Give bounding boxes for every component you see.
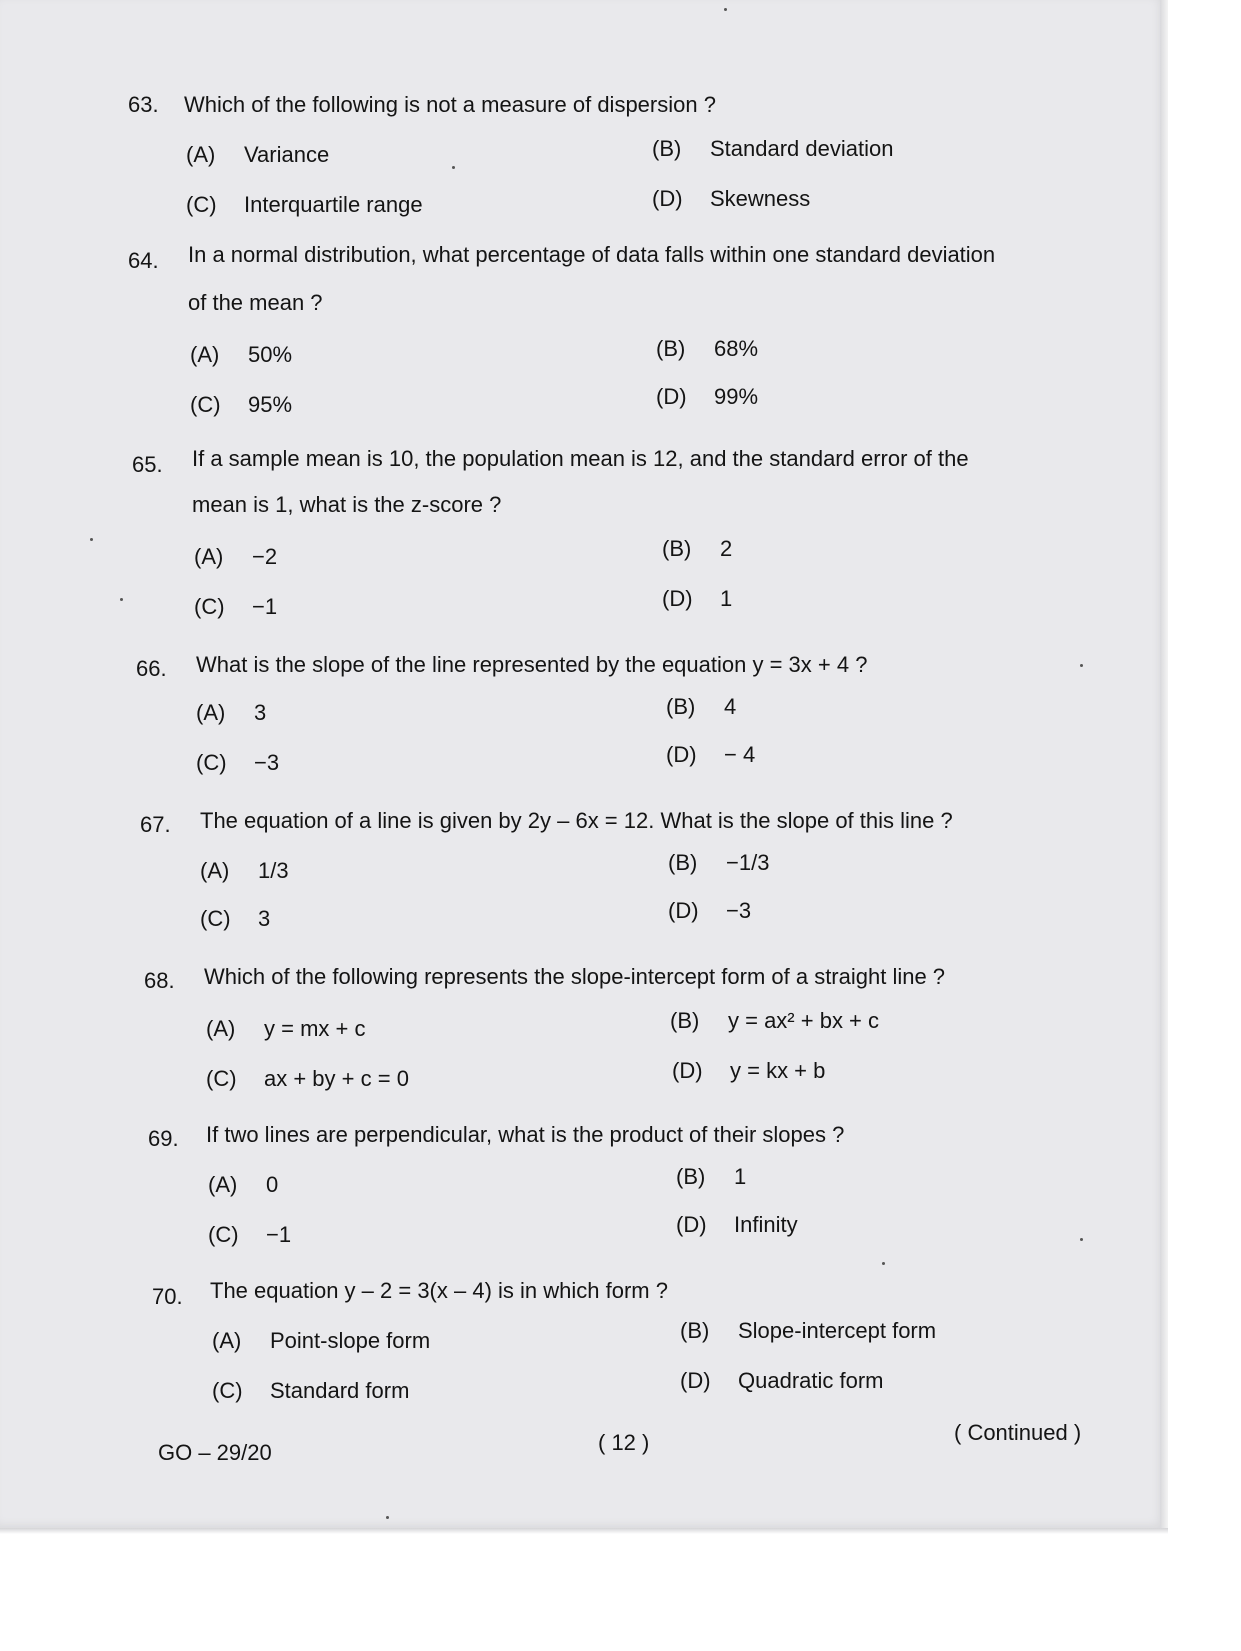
option-letter: (B) [662, 536, 692, 561]
option-letter: (D) [656, 384, 687, 409]
option-d [662, 586, 732, 612]
option-letter: (C) [186, 192, 217, 217]
option-a [200, 858, 289, 884]
option-text: 3 [258, 906, 271, 931]
option-letter: (A) [194, 544, 224, 569]
option-c [208, 1222, 291, 1248]
option-a [206, 1016, 365, 1042]
option-letter: (B) [666, 694, 696, 719]
option-text: −3 [254, 750, 280, 775]
option-text: y = kx + b [730, 1058, 826, 1083]
question-text: Which of the following is not a measure of dispersion ? [184, 92, 716, 117]
option-c [212, 1378, 409, 1404]
option-letter: (B) [656, 336, 686, 361]
question-text: What is the slope of the line represented by the equation y = 3x + 4 ? [196, 652, 868, 677]
option-letter: (C) [190, 392, 221, 417]
question-text: The equation of a line is given by 2y – 6x = 12. What is the slope of this line ? [200, 808, 953, 833]
option-letter: (C) [212, 1378, 243, 1403]
question-text: In a normal distribution, what percentage of data falls within one standard deviation [188, 242, 996, 267]
scan-speck [724, 8, 727, 11]
option-text: Skewness [710, 186, 811, 211]
option-a [194, 544, 277, 570]
option-letter: (C) [206, 1066, 237, 1091]
question-text: The equation y – 2 = 3(x – 4) is in which form ? [210, 1278, 668, 1303]
option-letter: (B) [680, 1318, 710, 1343]
option-letter: (A) [190, 342, 220, 367]
option-b [680, 1318, 936, 1344]
scan-speck [386, 1516, 389, 1519]
option-d [680, 1368, 884, 1394]
option-text: −2 [252, 544, 278, 569]
option-letter: (B) [670, 1008, 700, 1033]
option-text: 1 [734, 1164, 747, 1189]
option-letter: (D) [666, 742, 697, 767]
scan-speck [120, 598, 123, 601]
option-text: 1 [720, 586, 733, 611]
option-letter: (A) [196, 700, 226, 725]
option-letter: (D) [662, 586, 693, 611]
option-text: 95% [248, 392, 293, 417]
option-a [208, 1172, 278, 1198]
question-number: 68. [144, 968, 175, 993]
option-c [194, 594, 277, 620]
option-letter: (D) [672, 1058, 703, 1083]
option-letter: (C) [208, 1222, 239, 1247]
question-number: 67. [140, 812, 171, 837]
question-text: If two lines are perpendicular, what is the product of their slopes ? [206, 1122, 845, 1147]
page-number: ( 12 ) [598, 1430, 650, 1455]
option-text: Standard form [270, 1378, 410, 1403]
option-letter: (C) [196, 750, 227, 775]
scan-speck [90, 538, 93, 541]
option-text: −1/3 [726, 850, 770, 875]
page-bottom-edge [0, 1528, 1168, 1534]
exam-code: GO – 29/20 [158, 1440, 272, 1465]
option-text: Infinity [734, 1212, 798, 1237]
question-text-continued: mean is 1, what is the z-score ? [192, 492, 502, 517]
option-letter: (A) [208, 1172, 238, 1197]
option-text: − 4 [724, 742, 756, 767]
option-text: Interquartile range [244, 192, 423, 217]
option-letter: (D) [676, 1212, 707, 1237]
option-d [676, 1212, 798, 1238]
option-b [676, 1164, 746, 1190]
option-letter: (A) [200, 858, 230, 883]
option-text: 50% [248, 342, 293, 367]
option-b [662, 536, 732, 562]
option-text: −1 [266, 1222, 292, 1247]
option-letter: (C) [200, 906, 231, 931]
option-b [656, 336, 758, 362]
option-text: 1/3 [258, 858, 289, 883]
option-d [652, 186, 810, 212]
question-text: If a sample mean is 10, the population mean is 12, and the standard error of the [192, 446, 969, 471]
option-text: y = mx + c [264, 1016, 366, 1041]
option-text: 2 [720, 536, 733, 561]
option-letter: (A) [186, 142, 216, 167]
question-number: 69. [148, 1126, 179, 1151]
option-text: y = ax² + bx + c [728, 1008, 880, 1033]
scan-speck [1080, 1238, 1083, 1241]
question-text-continued: of the mean ? [188, 290, 323, 315]
question-number: 63. [128, 92, 159, 117]
option-text: 3 [254, 700, 267, 725]
option-d [666, 742, 755, 768]
option-a [186, 142, 329, 168]
option-a [212, 1328, 430, 1354]
continued-label: ( Continued ) [954, 1420, 1082, 1445]
option-c [196, 750, 279, 776]
option-text: 68% [714, 336, 759, 361]
option-b [668, 850, 769, 876]
option-c [186, 192, 423, 218]
question-number: 64. [128, 248, 159, 273]
option-letter: (D) [668, 898, 699, 923]
question-number: 70. [152, 1284, 183, 1309]
option-text: Standard deviation [710, 136, 894, 161]
option-a [196, 700, 266, 726]
option-text: 0 [266, 1172, 279, 1197]
option-d [668, 898, 751, 924]
option-text: Variance [244, 142, 330, 167]
option-b [670, 1008, 879, 1034]
option-text: 4 [724, 694, 737, 719]
option-text: −1 [252, 594, 278, 619]
option-letter: (D) [652, 186, 683, 211]
option-letter: (B) [652, 136, 682, 161]
scan-speck [452, 166, 455, 169]
option-text: Slope-intercept form [738, 1318, 937, 1343]
option-letter: (C) [194, 594, 225, 619]
option-letter: (A) [206, 1016, 236, 1041]
option-b [666, 694, 736, 720]
question-number: 65. [132, 452, 163, 477]
option-c [200, 906, 270, 932]
option-a [190, 342, 292, 368]
option-letter: (A) [212, 1328, 242, 1353]
option-letter: (D) [680, 1368, 711, 1393]
option-text: 99% [714, 384, 759, 409]
option-c [206, 1066, 409, 1092]
option-d [656, 384, 758, 410]
option-b [652, 136, 893, 162]
option-text: Point-slope form [270, 1328, 431, 1353]
option-text: −3 [726, 898, 752, 923]
page-edge [1160, 0, 1168, 1530]
option-text: Quadratic form [738, 1368, 884, 1393]
option-letter: (B) [676, 1164, 706, 1189]
option-letter: (B) [668, 850, 698, 875]
option-d [672, 1058, 825, 1084]
scan-speck [882, 1262, 885, 1265]
scan-speck [1080, 664, 1083, 667]
question-text: Which of the following represents the slope-intercept form of a straight line ? [204, 964, 946, 989]
option-c [190, 392, 292, 418]
option-text: ax + by + c = 0 [264, 1066, 409, 1091]
question-number: 66. [136, 656, 167, 681]
